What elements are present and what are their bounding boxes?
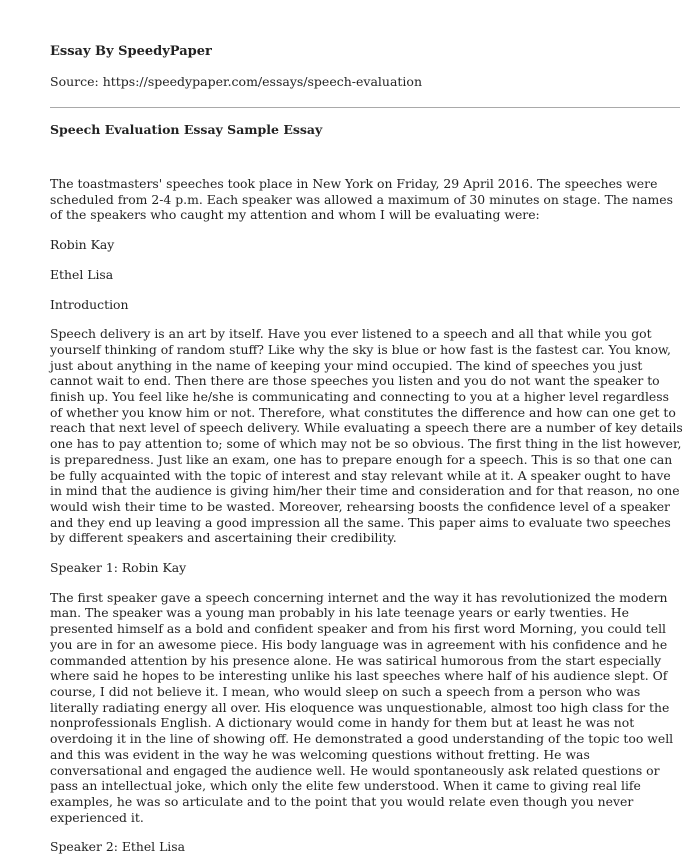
paragraph-introduction-body: Speech delivery is an art by itself. Have you ever listened to a speech and all that while you got yourself thinking of random stuff? Like why the sky is blue or how fast is the fastest car. You know, just about anything in the name of keeping your mind occupied. The kind of speeches you just cannot wait to end. Then there are those speeches you listen and you do not want the speaker to finish up. You feel like he/she is communicating and connecting to you at a higher level regardless of whether you know him or not. Therefore, what constitutes the difference and how can one get to reach that next level of speech delivery. While evaluating a speech there are a number of key details one has to pay attention to; some of which may not be so obvious. The first thing in the list however, is preparedness. Just like an exam, one has to prepare enough for a speech. This is so that one can be fully acquainted with the topic of interest and stay relevant while at it. A speaker ought to have in mind that the audience is giving him/her their time and consideration and for that reason, no one would wish their time to be wasted. Moreover, rehearsing boosts the confidence level of a speaker and they end up leaving a good impression all the same. This paper aims to evaluate two speeches by different speakers and ascertaining their credibility. [50,326,683,546]
document-header-title: Essay By SpeedyPaper [50,44,212,59]
paragraph-intro-context: The toastmasters' speeches took place in New York on Friday, 29 April 2016. The speeches were scheduled from 2-4 p.m. Each speaker was allowed a maximum of 30 minutes on stage. The names of the speakers who caught my attention and whom I will be evaluating were: [50,176,673,223]
paragraph-speaker-name-2: Ethel Lisa [50,266,114,282]
essay-title: Speech Evaluation Essay Sample Essay [50,122,323,137]
section-heading-speaker-2: Speaker 2: Ethel Lisa [50,839,186,855]
paragraph-speaker-1-body: The first speaker gave a speech concerning internet and the way it has revolutionized the modern man. The speaker was a young man probably in his late teenage years or early twenties. He presented himself as a bold and confident speaker and from his first word Morning, you could tell you are in for an awesome piece. His body language was in agreement with his confidence and he commanded attention by his presence alone. He was satirical humorous from the start especially where said he hopes to be interesting unlike his last speeches where half of his audience slept. Of course, I did not believe it. I mean, who would sleep on such a speech from a person who was literally radiating energy all over. His eloquence was unquestionable, almost too high class for the nonprofessionals English. A dictionary would come in handy for them but at least he was not overdoing it in the line of showing off. He demonstrated a good understanding of the topic too well and this was evident in the way he was welcoming questions without fretting. He was conversational and engaged the audience well. He would spontaneously ask related questions or pass an intellectual joke, which only the elite few understood. When it came to giving real life examples, he was so articulate and to the point that you would relate even though you never experienced it. [50,589,674,825]
section-heading-introduction: Introduction [50,296,129,312]
header-divider [50,107,680,108]
source-line: Source: https://speedypaper.com/essays/speech-evaluation [50,74,423,89]
paragraph-speaker-name-1: Robin Kay [50,237,115,253]
section-heading-speaker-1: Speaker 1: Robin Kay [50,560,187,576]
